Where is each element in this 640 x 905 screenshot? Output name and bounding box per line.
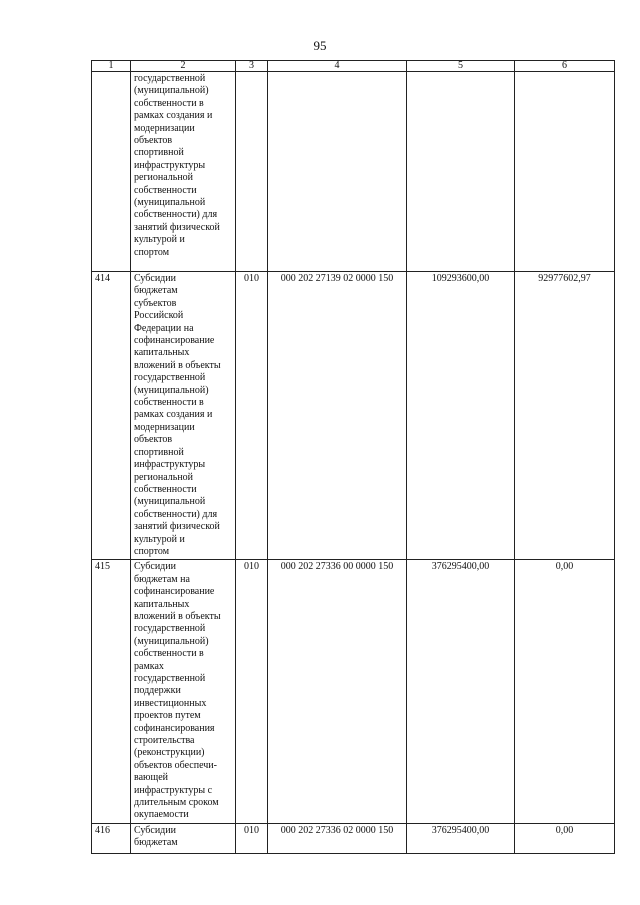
- row-fact-cell: 92977602,97: [515, 272, 615, 560]
- row-code-cell: [236, 72, 268, 272]
- row-kbk-cell: 000 202 27336 00 0000 150: [268, 560, 407, 824]
- row-number-cell: [92, 72, 131, 272]
- row-name-cell: Субсидии бюджетам субъектов Российской Федерации на софинансирование капитальных вложений в объекты государственной (муниципальной) собственности в рамках создания и модернизации объектов спортивной инфраструктуры региональной собственности (муниципальной собственности) для занятий физической культурой и спортом: [131, 272, 236, 560]
- row-code-cell: 010: [236, 823, 268, 853]
- row-name-cell: Субсидии бюджетам на софинансирование капитальных вложений в объекты государственной (муниципальной) собственности в рамках государственной поддержки инвестиционных проектов путем софинансирования строительства (реконструкции) объектов обеспечи- вающей инфраструктуры с длительным сроком окупаемости: [131, 560, 236, 824]
- column-header-2: 2: [131, 61, 236, 72]
- row-plan-cell: 376295400,00: [407, 823, 515, 853]
- row-plan-cell: 376295400,00: [407, 560, 515, 824]
- row-kbk-cell: 000 202 27336 02 0000 150: [268, 823, 407, 853]
- table-row-continued: [92, 72, 615, 272]
- column-header-5: 5: [407, 61, 515, 72]
- row-plan-cell: [407, 72, 515, 272]
- column-header-6: 6: [515, 61, 615, 72]
- header-row: [92, 61, 615, 72]
- column-header-3: 3: [236, 61, 268, 72]
- row-number-cell: 415: [92, 560, 131, 824]
- row-number-cell: 416: [92, 823, 131, 853]
- row-fact-cell: [515, 72, 615, 272]
- table-row: [92, 823, 615, 853]
- row-fact-cell: 0,00: [515, 560, 615, 824]
- row-code-cell: 010: [236, 272, 268, 560]
- page-number: 95: [313, 38, 327, 53]
- row-name-cell: Субсидии бюджетам: [131, 823, 236, 853]
- column-header-4: 4: [268, 61, 407, 72]
- row-plan-cell: 109293600,00: [407, 272, 515, 560]
- row-name-cell: государственной (муниципальной) собственности в рамках создания и модернизации объектов спортивной инфраструктуры региональной собственности (муниципальной собственности) для занятий физической культурой и спортом: [131, 72, 236, 272]
- row-code-cell: 010: [236, 560, 268, 824]
- table-row: [92, 272, 615, 560]
- row-number-cell: 414: [92, 272, 131, 560]
- row-kbk-cell: 000 202 27139 02 0000 150: [268, 272, 407, 560]
- budget-table: [91, 60, 615, 854]
- row-kbk-cell: [268, 72, 407, 272]
- row-fact-cell: 0,00: [515, 823, 615, 853]
- table-row: [92, 560, 615, 824]
- column-header-1: 1: [92, 61, 131, 72]
